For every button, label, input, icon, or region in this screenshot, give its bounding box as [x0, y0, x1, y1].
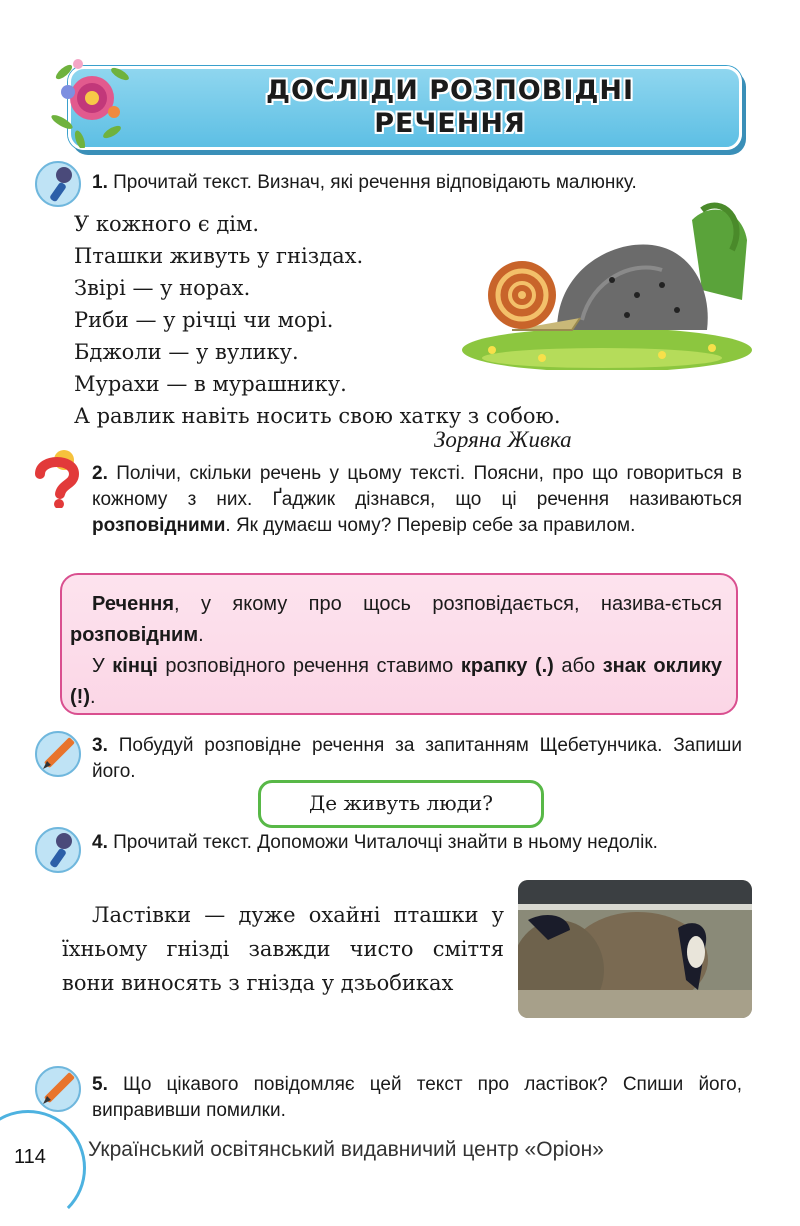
- poem-author: Зоряна Живка: [434, 427, 572, 452]
- rule-paragraph-2: [70, 651, 722, 713]
- pencil-icon: [34, 1065, 82, 1113]
- poem-line: Мурахи — в мурашнику.: [74, 372, 347, 396]
- poem-line: Пташки живуть у гніздах.: [74, 244, 364, 268]
- poem-line: Риби — у річці чи морі.: [74, 308, 334, 332]
- task-4: [92, 830, 742, 856]
- microphone-icon: [34, 160, 82, 208]
- rule-text-part: .: [89, 686, 96, 708]
- task-4-number: 4.: [92, 832, 108, 853]
- page-title-line2: РЕЧЕННЯ: [374, 108, 526, 139]
- rule-term: кінці: [112, 655, 158, 677]
- task-4-text: Прочитай текст. Допоможи Читалочці знайти в ньому недолік.: [113, 832, 658, 853]
- question-mark-mascot-icon: [34, 448, 82, 508]
- task-2-number: 2.: [92, 463, 108, 484]
- task-1-number: 1.: [92, 172, 108, 193]
- swallow-text: Ластівки — дуже охайні пташки у їхньому гнізді завжди чисто сміття вони виносять з гнізда у дзьобиках: [62, 903, 504, 995]
- rule-text-part: У: [92, 655, 113, 677]
- rule-term: розповідним: [70, 624, 199, 646]
- question-text: Де живуть люди?: [308, 791, 493, 815]
- task-3: [92, 733, 742, 785]
- rule-text-part: розповідного речення ставимо: [157, 655, 461, 677]
- rule-text-part: або: [553, 655, 603, 677]
- task-2: [92, 461, 742, 539]
- task-2-text-end: . Як думаєш чому? Перевір себе за правилом.: [225, 515, 636, 536]
- page-title-line1: ДОСЛІДИ РОЗПОВІДНІ: [265, 75, 635, 106]
- poem-line: У кожного є дім.: [74, 212, 259, 236]
- task-5: [92, 1072, 742, 1124]
- rule-term: знак оклику (!): [70, 655, 723, 708]
- publisher-name: Український освітянський видавничий центр «Оріон»: [88, 1138, 604, 1161]
- swallow-nest-photo: [518, 880, 752, 1018]
- poem-line: Бджоли — у вулику.: [74, 340, 299, 364]
- task-3-text: Побудуй розповідне речення за запитанням Щебетунчика. Запиши його.: [92, 735, 742, 782]
- rule-text-part: , у якому про щось розповідається, назива-ється: [174, 593, 722, 615]
- poem-line: Звірі — у норах.: [74, 276, 251, 300]
- snail-anthill-illustration: [462, 200, 752, 370]
- page-number: 114: [14, 1146, 46, 1168]
- microphone-icon: [34, 826, 82, 874]
- task-1: [92, 170, 742, 196]
- task-2-text: Полічи, скільки речень у цьому тексті. Поясни, про що говориться в кожному з них. Ґаджик дізнався, що ці речення називаються: [92, 463, 743, 510]
- flower-ornament-icon: [50, 52, 130, 148]
- page-title: [160, 74, 740, 140]
- rule-paragraph-1: [70, 589, 722, 651]
- poem-line: А равлик навіть носить свою хатку з собою.: [74, 404, 561, 428]
- task-3-number: 3.: [92, 735, 108, 756]
- rule-text-part: .: [198, 624, 204, 646]
- pencil-icon: [34, 730, 82, 778]
- task-5-number: 5.: [92, 1074, 108, 1095]
- task-5-text: Що цікавого повідомляє цей текст про ластівок? Спиши його, виправивши помилки.: [92, 1074, 742, 1121]
- rule-term: крапку (.): [460, 655, 554, 677]
- task-1-text: Прочитай текст. Визнач, які речення відповідають малюнку.: [113, 172, 637, 193]
- task-2-keyword: розповідними: [92, 515, 226, 536]
- rule-text: [70, 589, 722, 713]
- rule-term: Речення: [92, 593, 175, 615]
